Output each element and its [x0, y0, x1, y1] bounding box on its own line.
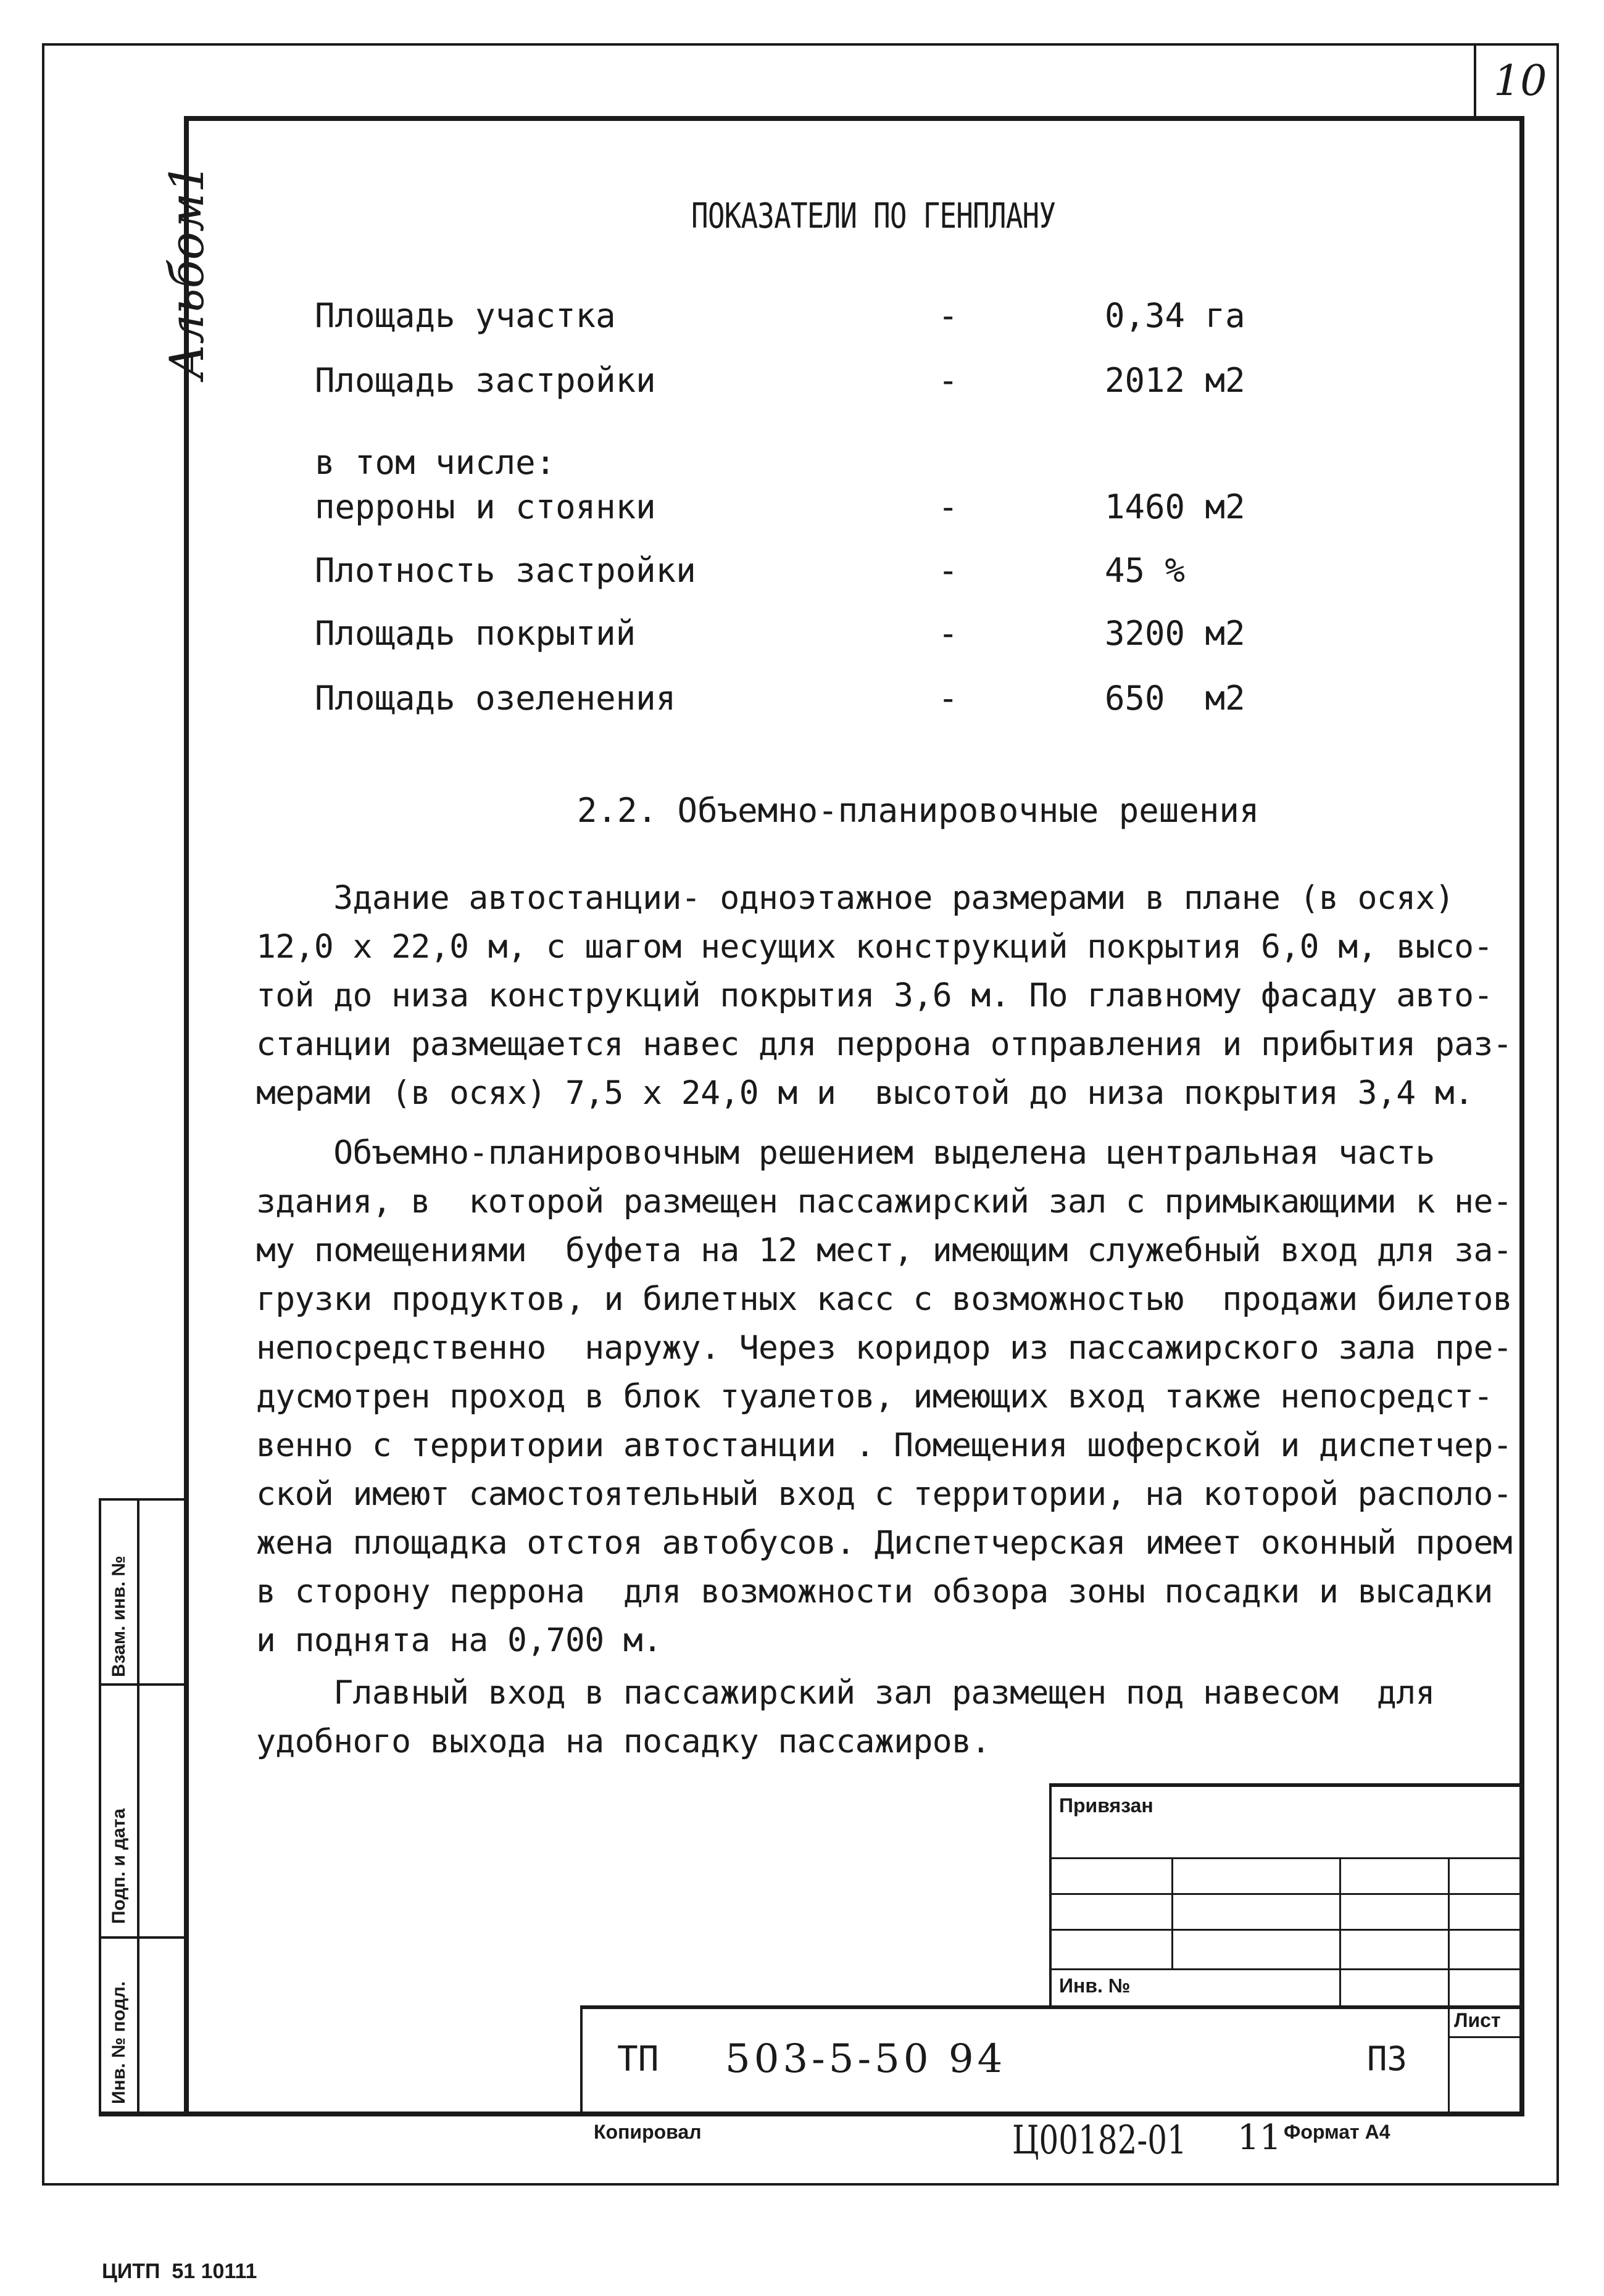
inv-no-label: Инв. №: [1059, 1975, 1131, 1997]
body-line: и поднята на 0,700 м.: [256, 1622, 662, 1659]
body-line: му помещениями буфета на 12 мест, имеющим служебный вход для за-: [256, 1232, 1513, 1269]
body-line: непосредственно наружу. Через коридор из пассажирского зала пре-: [256, 1329, 1513, 1367]
page-title: ПОКАЗАТЕЛИ ПО ГЕНПЛАНУ: [691, 196, 1056, 236]
outer-frame-bottom: [42, 2183, 1559, 2186]
indicator-label: Площадь участка: [315, 296, 616, 335]
title-block-left: [580, 2005, 583, 2114]
indicator-dash: -: [938, 679, 958, 718]
inner-frame-right: [1519, 116, 1524, 2115]
stamp-col1: [1171, 1857, 1173, 1968]
indicator-value: 0,34 га: [1105, 296, 1245, 335]
sheet-box-left: [1474, 43, 1476, 118]
side-label-podp: Подп. и дата: [109, 1808, 129, 1924]
indicator-label: Площадь озеленения: [315, 679, 676, 718]
indicator-label: Площадь застройки: [315, 361, 656, 400]
doc-code: 503-5-50 94: [725, 2036, 1007, 2082]
format-label: Формат А4: [1284, 2121, 1390, 2143]
copied-label: Копировал: [594, 2121, 702, 2143]
stamp-row4: [1049, 1968, 1524, 1970]
body-line: венно с территории автостанции . Помещения шоферской и диспетчер-: [256, 1427, 1513, 1464]
sheet-count: 11: [1237, 2118, 1282, 2158]
body-line: жена площадка отстоя автобусов. Диспетчерская имеет оконный проем: [256, 1524, 1513, 1562]
stamp-row2: [1049, 1893, 1524, 1895]
indicator-dash: -: [938, 296, 958, 335]
indicator-label: перроны и стоянки: [315, 487, 656, 526]
body-line: Главный вход в пассажирский зал размещен под навесом для: [256, 1674, 1435, 1712]
indicator-value: 1460 м2: [1105, 487, 1245, 526]
body-line: ской имеют самостоятельный вход с территории, на которой располо-: [256, 1475, 1513, 1513]
outer-frame-right: [1556, 43, 1559, 2184]
side-label-vzam: Взам. инв. №: [109, 1556, 129, 1677]
side-block-top: [99, 1498, 186, 1501]
body-line: той до низа конструкций покрытия 3,6 м. По главному фасаду авто-: [256, 977, 1493, 1014]
outer-frame-top: [42, 43, 1559, 46]
indicator-dash: -: [938, 361, 958, 400]
indicator-value: 3200 м2: [1105, 614, 1245, 653]
album-label: Альбом1: [159, 163, 214, 379]
doc-type: ПЗ: [1367, 2039, 1408, 2078]
body-line: мерами (в осях) 7,5 х 24,0 м и высотой до низа покрытия 3,4 м.: [256, 1074, 1474, 1112]
stamp-top: [1049, 1783, 1524, 1787]
archive-number: Ц00182-01: [1012, 2118, 1187, 2163]
indicator-value: 45 %: [1105, 551, 1186, 590]
body-line: в сторону перрона для возможности обзора зоны посадки и высадки: [256, 1573, 1493, 1610]
body-line: Объемно-планировочным решением выделена центральная часть: [256, 1134, 1435, 1172]
side-block-mid: [137, 1498, 139, 2115]
list-box-divider: [1448, 2036, 1524, 2038]
privyazan-label: Привязан: [1059, 1794, 1153, 1817]
publisher-code: ЦИТП 51 10111: [102, 2260, 257, 2283]
indicator-label: Площадь покрытий: [315, 614, 636, 653]
indicator-dash: -: [938, 614, 958, 653]
body-line: здания, в которой размещен пассажирский зал с примыкающими к не-: [256, 1183, 1513, 1221]
inner-frame-top: [185, 116, 1523, 121]
stamp-col3: [1448, 1857, 1450, 2112]
body-line: удобного выхода на посадку пассажиров.: [256, 1723, 991, 1760]
outer-frame-left: [42, 43, 44, 2184]
title-block-top: [580, 2005, 1524, 2009]
stamp-row1: [1049, 1857, 1524, 1859]
side-block-div2: [99, 1936, 186, 1939]
body-line: грузки продуктов, и билетных касс с возможностью продажи билетов: [256, 1280, 1513, 1318]
stamp-col2: [1339, 1857, 1341, 2005]
list-label: Лист: [1454, 2009, 1501, 2031]
body-line: 12,0 х 22,0 м, с шагом несущих конструкций покрытия 6,0 м, высо-: [256, 928, 1493, 966]
indicator-value: 2012 м2: [1105, 361, 1245, 400]
sheet-number: 10: [1494, 57, 1547, 106]
side-label-inv-podl: Инв. № подл.: [109, 1981, 129, 2104]
body-line: станции размещается навес для перрона отправления и прибытия раз-: [256, 1026, 1513, 1063]
indicator-dash: -: [938, 551, 958, 590]
body-line: Здание автостанции- одноэтажное размерами в плане (в осях): [256, 879, 1455, 917]
indicator-value: 650 м2: [1105, 679, 1245, 718]
indicator-dash: -: [938, 487, 958, 526]
side-block-div1: [99, 1683, 186, 1686]
inner-frame-bottom: [99, 2112, 1524, 2116]
indicator-label: в том числе:: [315, 443, 556, 482]
doc-code-prefix: ТП: [617, 2039, 659, 2079]
stamp-row3: [1049, 1929, 1524, 1931]
side-block-left: [99, 1498, 101, 2115]
section-title: 2.2. Объемно-планировочные решения: [577, 791, 1260, 830]
inner-frame-left: [184, 116, 189, 2115]
body-line: дусмотрен проход в блок туалетов, имеющих вход также непосредст-: [256, 1378, 1493, 1415]
indicator-label: Плотность застройки: [315, 551, 696, 590]
